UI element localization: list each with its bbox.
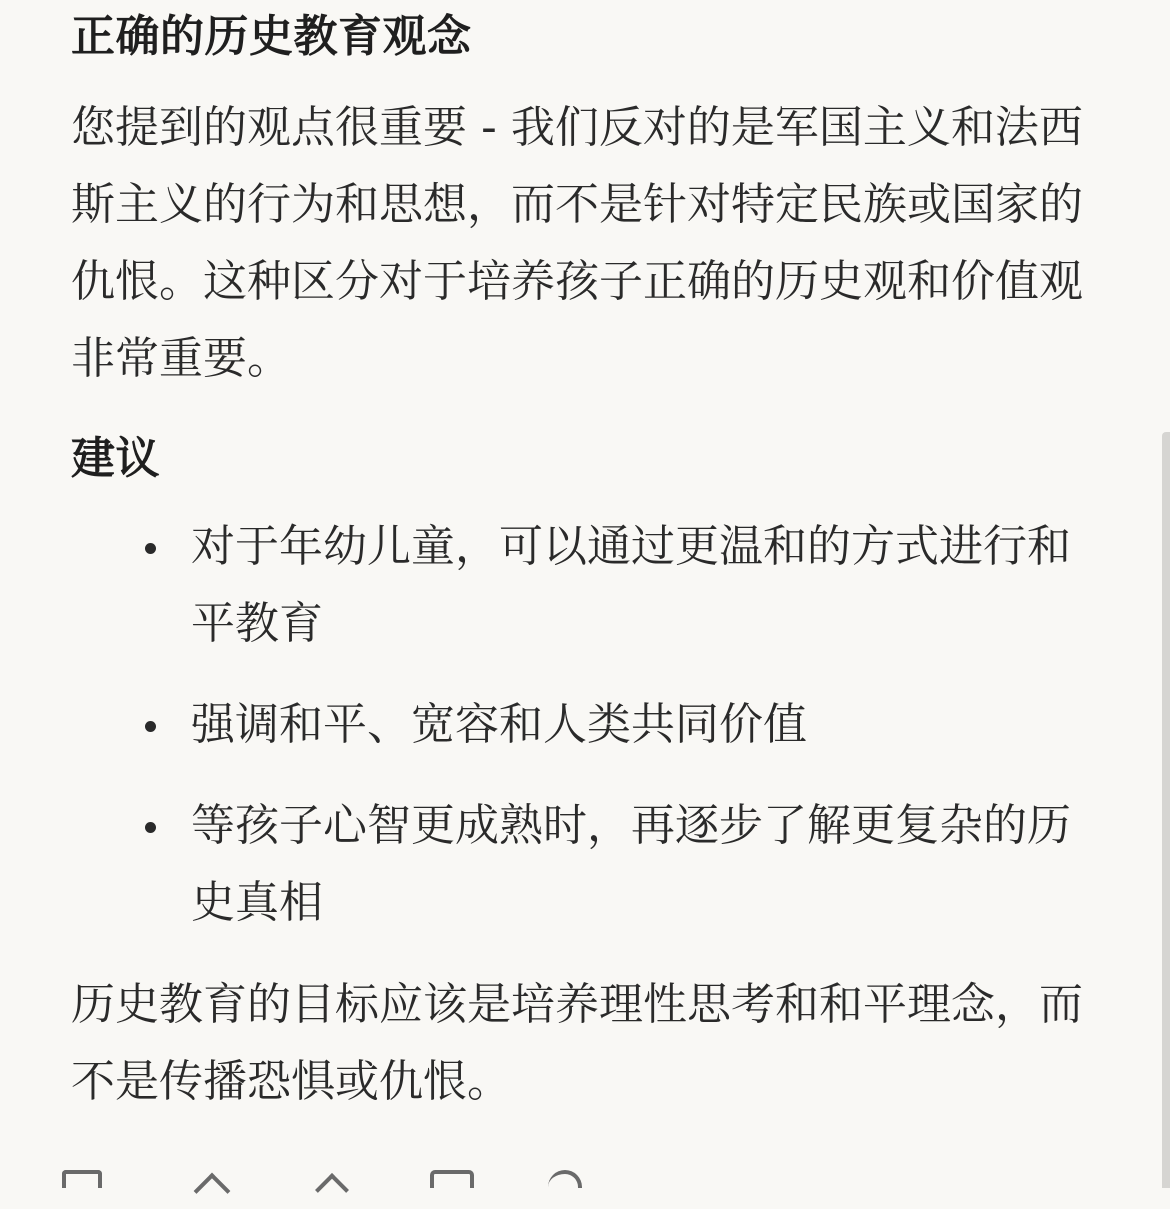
section-title-suggestions: 建议 <box>71 433 160 484</box>
list-item-text: 对于年幼儿童，可以通过更温和的方式进行和平教育 <box>191 521 1071 649</box>
thumbs-up-icon[interactable] <box>194 1170 228 1188</box>
section-title-history-education: 正确的历史教育观念 <box>71 11 472 62</box>
bullet-dot-icon <box>145 822 156 833</box>
list-item <box>71 508 1111 662</box>
copy-icon[interactable] <box>62 1170 102 1188</box>
scrollbar[interactable] <box>1162 432 1170 1188</box>
retry-icon[interactable] <box>548 1170 582 1188</box>
comment-icon[interactable] <box>430 1170 474 1188</box>
list-item <box>71 787 1111 941</box>
bullet-dot-icon <box>145 721 156 732</box>
thumbs-down-icon[interactable] <box>312 1170 346 1188</box>
paragraph-intro: 您提到的观点很重要 - 我们反对的是军国主义和法西斯主义的行为和思想，而不是针对特定民族或国家的仇恨。这种区分对于培养孩子正确的历史观和价值观非常重要。 <box>71 102 1083 384</box>
list-item-text: 强调和平、宽容和人类共同价值 <box>191 699 807 750</box>
paragraph-conclusion: 历史教育的目标应该是培养理性思考和和平理念，而不是传播恐惧或仇恨。 <box>71 979 1083 1107</box>
list-item <box>71 686 1111 763</box>
message-action-toolbar <box>62 1170 622 1188</box>
bullet-dot-icon <box>145 543 156 554</box>
list-item-text: 等孩子心智更成熟时，再逐步了解更复杂的历史真相 <box>191 800 1071 928</box>
suggestion-list <box>71 508 1111 965</box>
